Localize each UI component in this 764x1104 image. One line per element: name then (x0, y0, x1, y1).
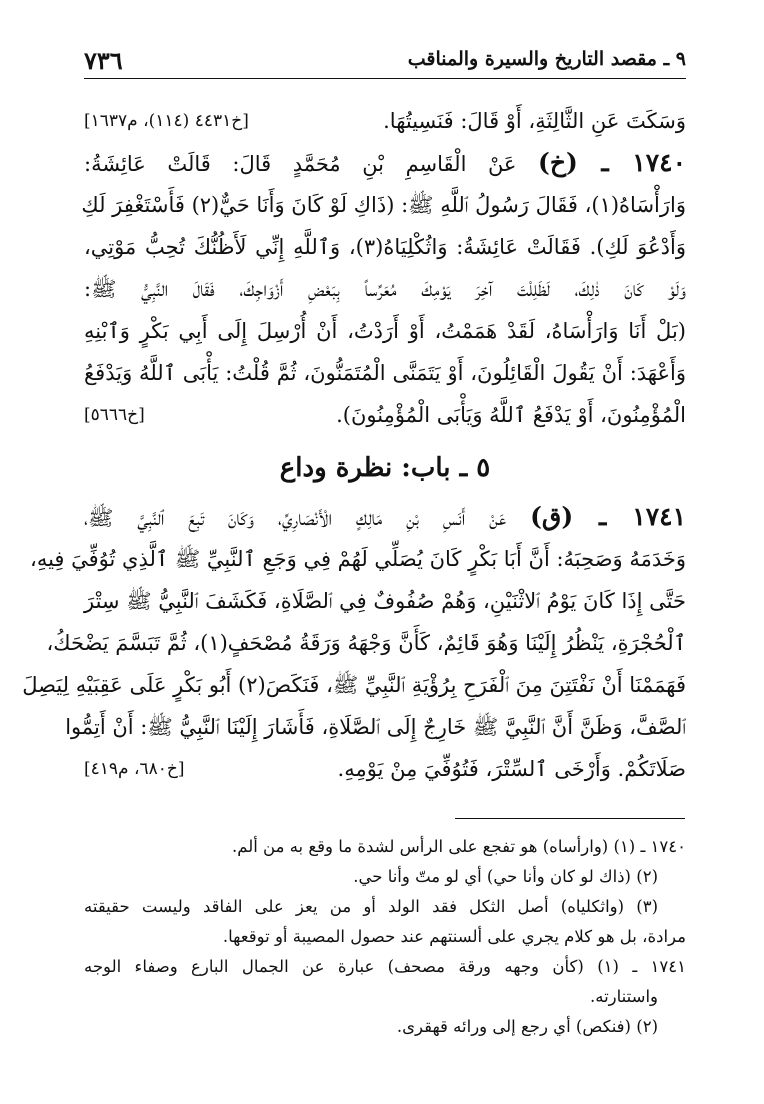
hadith-reference: [خ٤٤٣١ (١١٤)، م١٦٣٧] (84, 111, 249, 131)
footnote-separator (455, 818, 685, 819)
hadith-number: ١٧٤١ ـ (ق) (530, 502, 687, 531)
text-line: وَأَدْعُوَ لَكِ). فَقَالَتْ عَائِشَةُ: وَاثُكْلِيَاهُ(٣)، وَٱللَّهِ إِنِّي لَأَظُنُّكَ تُحِبُّ مَوْتِي، (84, 235, 686, 259)
text-line: صَلَاتَكُمْ. وَأَرْخَى ٱلسِّتْرَ، فَتُوُفِّيَ مِنْ يَوْمِهِ. [خ٦٨٠، م٤١٩] (84, 748, 686, 790)
footnote-line: (٢) (ذاك لو كان وأنا حي) أي لو متّ وأنا حي. (353, 867, 658, 886)
footnote-line: مرادة، بل هو كلام يجري على ألسنتهم عند حصول المصيبة أو توقعها. (222, 927, 686, 946)
main-text (22, 100, 687, 790)
page-header (84, 44, 686, 79)
page-number: ٧٣٦ (84, 46, 123, 75)
text-line: وَلَوْ كَانَ ذٰلِكَ، لَظَلِلْتَ آخِرَ يَوْمِكَ مُعَرِّساً بِبَعْضِ أَزْوَاجِكَ، فَقَالَ النَّبِيُّ ﷺ: (84, 277, 686, 301)
text-line: ٱلصَّفَّ، وَظَنَّ أَنَّ ٱلنَّبِيَّ ﷺ خَارِجٌ إِلَى ٱلصَّلَاةِ، فَأَشَارَ إِلَيْنَا ٱلنَّبِيُّ ﷺ: أَنْ أَتِمُّوا (65, 715, 686, 739)
footnote-line: (٣) (واثكلياه) أصل الثكل فقد الولد أو من يعز على الفاقد وليست حقيقته (84, 897, 658, 916)
footnote-line: (٢) (فنكص) أي رجع إلى ورائه قهقرى. (396, 1017, 658, 1036)
running-title: ٩ ـ مقصد التاريخ والسيرة والمناقب (407, 48, 686, 70)
hadith-reference: [خ٥٦٦٦] (84, 405, 145, 425)
chapter-heading: ٥ ـ باب: نظرة وداع (279, 453, 491, 483)
text-line: الْمُؤْمِنُونَ، أَوْ يَدْفَعُ ٱللَّهُ وَيَأْبَى الْمُؤْمِنُونَ). [خ٥٦٦٦] (84, 394, 686, 436)
text-line: ٱلْحُجْرَةِ، يَنْظُرُ إِلَيْنَا وَهُوَ قَائِمٌ، كَأَنَّ وَجْهَهُ وَرَقَةُ مُصْحَفٍ(١)، ثُمَّ تَبَسَّمَ يَضْحَكُ، (46, 631, 686, 655)
text-line: وَأَعْهَدَ: أَنْ يَقُولَ الْقَائِلُونَ، أَوْ يَتَمَنَّى الْمُتَمَنُّونَ، ثُمَّ قُلْتُ: يَأْبَى ٱللَّهُ وَيَدْفَعُ (84, 361, 686, 385)
text-line: وَارَأْسَاهُ(١)، فَقَالَ رَسُولُ ٱللَّهِ ﷺ: (ذَاكِ لَوْ كَانَ وَأَنَا حَيٌّ(٢) فَأَسْتَغْفِرَ لَكِ (81, 193, 686, 217)
hadith-opening-line: ١٧٤٠ ـ (خ) عَنْ الْقَاسِمِ بْنِ مُحَمَّدٍ قَالَ: قَالَتْ عَائِشَةُ: (84, 148, 686, 177)
hadith-opening-line: ١٧٤١ ـ (ق) عَنْ أَنَسِ بْنِ مَالِكٍ الْأَنْصَارِيِّ، وَكَانَ تَبِعَ ٱلنَّبِيَّ ﷺ، (84, 502, 687, 531)
hadith-reference: [خ٦٨٠، م٤١٩] (84, 759, 185, 779)
footnote-line: ١٧٤١ ـ (١) (كأن وجهه ورقة مصحف) عبارة عن الجمال البارع وصفاء الوجه (84, 957, 686, 976)
footnotes (84, 832, 686, 1042)
text-line: (بَلْ أَنَا وَارَأْسَاهُ، لَقَدْ هَمَمْتُ، أَوْ أَرَدْتُ، أَنْ أُرْسِلَ إِلَى أَبِي بَكْرٍ وَٱبْنِهِ (84, 319, 686, 343)
text-line: وَسَكَتَ عَنِ الثَّالِثَةِ، أَوْ قَالَ: فَنَسِيتُهَا. [خ٤٤٣١ (١١٤)، م١٦٣٧] (84, 100, 686, 142)
text-line: حَتَّى إِذَا كَانَ يَوْمُ ٱلاثْنَيْنِ، وَهُمْ صُفُوفٌ فِي ٱلصَّلَاةِ، فَكَشَفَ ٱلنَّبِيُّ ﷺ سِتْرَ (84, 589, 686, 613)
hadith-number: ١٧٤٠ ـ (خ) (538, 148, 686, 177)
footnote-line: واستنارته. (589, 987, 658, 1006)
text-line: فَهَمَمْنَا أَنْ نَفْتَتِنَ مِنَ ٱلْفَرَحِ بِرُؤْيَةِ ٱلنَّبِيِّ ﷺ، فَنَكَصَ(٢) أَبُو بَكْرٍ عَلَى عَقِبَيْهِ لِيَصِلَ (22, 673, 686, 697)
text-line: وَخَدَمَهُ وَصَحِبَهُ: أَنَّ أَبَا بَكْرٍ كَانَ يُصَلِّي لَهُمْ فِي وَجَعِ ٱلنَّبِيِّ ﷺ ٱلَّذِي تُوُفِّيَ فِيهِ، (30, 547, 686, 571)
footnote-line: ١٧٤٠ ـ (١) (وارأساه) هو تفجع على الرأس لشدة ما وقع به من ألم. (231, 837, 686, 856)
